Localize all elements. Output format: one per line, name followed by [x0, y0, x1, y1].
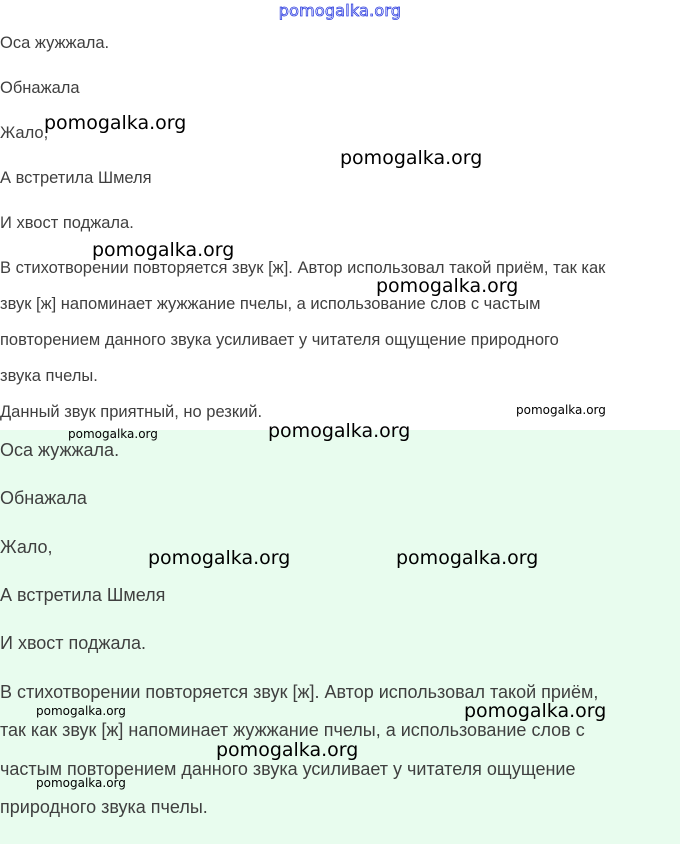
- watermark: pomogalka.org: [516, 403, 606, 417]
- analysis-line-2: так как звук [ж] напоминает жужжание пчелы, а использование слов с: [0, 720, 585, 740]
- poem-line-5: И хвост поджала.: [0, 214, 134, 232]
- watermark: pomogalka.org: [340, 147, 483, 169]
- watermark: pomogalka.org: [68, 427, 158, 441]
- poem-line-1: Оса жужжала.: [0, 440, 120, 460]
- analysis-line-4: звука пчелы.: [0, 367, 98, 385]
- watermark: pomogalka.org: [36, 776, 126, 790]
- watermark: pomogalka.org: [376, 275, 519, 297]
- watermark: pomogalka.org: [464, 700, 607, 722]
- poem-line-1: Оса жужжала.: [0, 34, 110, 52]
- poem-line-3: Жало,: [0, 124, 49, 142]
- analysis-line-3: повторением данного звука усиливает у читателя ощущение природного: [0, 331, 559, 349]
- poem-line-4: А встретила Шмеля: [0, 169, 152, 187]
- watermark: pomogalka.org: [36, 704, 126, 718]
- poem-line-2: Обнажала: [0, 79, 80, 97]
- analysis-line-1: В стихотворении повторяется звук [ж]. Автор использовал такой приём,: [0, 682, 599, 702]
- watermark: pomogalka.org: [44, 112, 187, 134]
- watermark: pomogalka.org: [92, 239, 235, 261]
- analysis-line-2: звук [ж] напоминает жужжание пчелы, а использование слов с частым: [0, 295, 541, 313]
- poem-line-5: И хвост поджала.: [0, 633, 146, 653]
- watermark: pomogalka.org: [216, 739, 359, 761]
- poem-line-4: А встретила Шмеля: [0, 585, 166, 605]
- conclusion-line: Данный звук приятный, но резкий.: [0, 403, 263, 421]
- poem-line-2: Обнажала: [0, 488, 87, 508]
- poem-line-3: Жало,: [0, 537, 53, 557]
- site-watermark-link[interactable]: pomogalka.org: [278, 1, 402, 20]
- analysis-line-3: частым повторением данного звука усиливает у читателя ощущение: [0, 759, 576, 779]
- watermark: pomogalka.org: [396, 547, 539, 569]
- analysis-line-4: природного звука пчелы.: [0, 797, 208, 817]
- analysis-line-1: В стихотворении повторяется звук [ж]. Автор использовал такой приём, так как: [0, 259, 606, 277]
- watermark: pomogalka.org: [148, 547, 291, 569]
- watermark: pomogalka.org: [268, 420, 411, 442]
